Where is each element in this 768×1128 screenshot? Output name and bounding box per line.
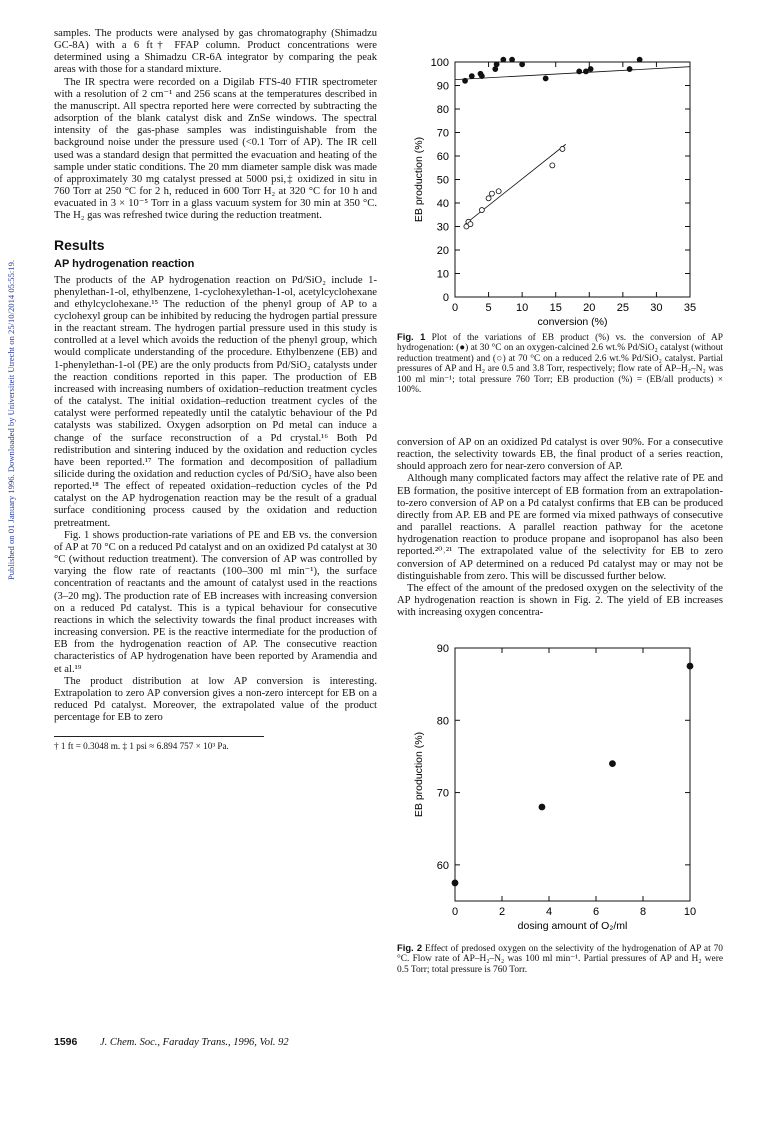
fit-line [455,67,690,80]
y-tick-label: 0 [442,292,449,304]
x-tick-label: 2 [498,906,506,918]
x-tick-label: 10 [683,906,697,918]
footnote-rule [54,736,264,737]
data-point-filled [627,67,632,72]
x-axis-label: conversion (%) [537,316,608,328]
x-tick-label: 0 [451,302,459,314]
x-tick-label: 4 [545,906,553,918]
paragraph: The effect of the amount of the predosed oxygen on the selectivity of the AP hydrogenation reaction is shown in Fig. 2. The yield of EB increases with increasing oxygen concentra- [397,582,723,619]
data-point-filled [577,69,582,74]
x-tick-label: 25 [616,302,629,314]
figure-2-caption [397,943,723,975]
y-tick-label: 10 [436,268,449,281]
data-point-filled [510,57,515,62]
figure-1-chart [400,52,724,328]
data-point-filled [539,804,545,810]
data-point-filled [637,57,642,62]
y-tick-label: 50 [436,174,449,187]
figure-2-chart [400,636,724,938]
data-point-filled [494,62,499,67]
figure-1-caption [397,332,723,395]
data-point-filled [609,761,615,767]
data-point-filled [479,74,484,79]
left-column [54,28,377,752]
x-tick-label: 0 [451,906,459,918]
paragraph: The IR spectra were recorded on a Digilab FTS-40 FTIR spectrometer with a resolution of 2 cm⁻¹ and 256 scans at the temperatures described in the manuscript. All spectra reported here were corrected by subtracting the adsorption of the blank catalyst disk and ZnSe windows. The spectral intensity of the gas-phase samples was indistinguishable from the background noise under the pressure used (<0.1 Torr of AP). The IR cell used was a standard design that permitted the evacuation and heating of the sample under static conditions. The 20 mm diameter sample disk was made of approximately 30 mg catalyst pressed at 5000 psi,‡ oxidized in situ in 760 Torr at 250 °C for 2 h, reduced in 600 Torr H₂ at 320 °C for 10 h and evacuated in 3 × 10⁻⁵ Torr in a glass vacuum system for 30 min at 350 °C. The H₂ gas was refreshed twice during the reduction treatment. [54,76,377,222]
x-tick-label: 8 [639,906,647,918]
y-axis-label: EB production (%) [413,136,425,223]
footnote: † 1 ft = 0.3048 m. ‡ 1 psi ≈ 6.894 757 × 10³ Pa. [54,741,229,752]
journal-citation: J. Chem. Soc., Faraday Trans., 1996, Vol. 92 [99,1037,289,1048]
figure-2-label: Fig. 2 [397,942,423,953]
paragraph: The product distribution at low AP conversion is interesting. Extrapolation to zero AP conversion gives a non-zero intercept for EB on a reduced Pd catalyst. Moreover, the extrapolated value of the product percentage for EB to zero [54,675,377,724]
data-point-filled [452,880,458,886]
y-tick-label: 90 [436,80,449,93]
data-point-filled [501,57,506,62]
figure-2-caption-text: Effect of predosed oxygen on the selectivity of the hydrogenation of AP at 70 °C. Flow rate of AP–H₂–N₂ was 100 ml min⁻¹. Partial pressures of AP and H₂ were 0.5 Torr; total pressure is 760 Torr. [397,944,723,975]
y-tick-label: 40 [436,198,449,210]
plot-frame [455,62,690,297]
y-axis-label: EB production (%) [413,731,425,818]
y-tick-label: 100 [430,57,449,69]
y-tick-label: 80 [436,715,449,728]
x-tick-label: 10 [516,302,529,314]
subsection-heading: AP hydrogenation reaction [54,257,195,270]
y-tick-label: 80 [436,104,449,116]
data-point-open [468,222,473,227]
x-tick-label: 5 [485,302,492,314]
data-point-open [550,163,555,168]
y-tick-label: 70 [436,127,449,140]
y-tick-label: 90 [436,643,449,655]
data-point-filled [543,76,548,81]
data-point-open [486,196,491,201]
data-point-open [496,189,501,194]
figure-1-caption-text: Plot of the variations of EB product (%) vs. the conversion of AP hydrogenation: (●) at 30 °C on an oxygen-calcined 2.6 wt.% Pd/SiO₂ catalyst (without reduction treatment) and (○) at 70 °C on a reduced 2.6 wt.% Pd/SiO₂ catalyst. Partial pressures of AP and H₂ are 0.5 and 3.8 Torr, respectively; flow rate of AP–H₂–N₂ was 100 ml min⁻¹; total pressure 760 Torr; EB production (%) = (EB/all products) × 100%. [397,333,723,396]
plot-frame [455,648,690,901]
download-sidebar [6,40,20,820]
section-heading: Results [54,236,105,253]
x-tick-label: 15 [549,302,562,314]
data-point-filled [469,74,474,79]
x-tick-label: 30 [650,302,663,314]
data-point-open [560,146,565,151]
page-footer [54,1036,289,1048]
y-tick-label: 20 [436,245,449,257]
data-point-filled [583,69,588,74]
y-tick-label: 30 [436,221,449,234]
data-point-open [479,208,484,213]
paragraph: The products of the AP hydrogenation reaction on Pd/SiO₂ include 1-phenylethan-1-ol, ethylbenzene, 1-cyclohexylethan-1-ol, acetylcyclohexane and ethylcyclohexane.¹⁵ The reduction of the phenyl group of AP to a cyclohexyl group can be inhibited by reducing the hydrogen partial pressure in the reactant stream. The hydrogen partial pressure used in this study is controlled at a level which avoids the reduction of the phenyl group, which would complicate understanding of the procedure. Ethylbenzene (EB) and 1-phenylethan-1-ol (PE) are the only products from Pd/SiO₂ catalysts under the reaction conditions reported in this paper. The production of EB increased with increasing numbers of oxidation–reduction treatment cycles of the catalyst. The initial oxidation–reduction treatment cycles of the catalyst were performed repeatedly until the catalytic behaviour of the Pd catalysts was stabilized. Oxygen adsorption on Pd metal can induce a change of the surface reconstruction of a Pd crystal.¹⁶ Both Pd redistribution and sintering induced by the oxidation and reduction cycles have been reported.¹⁷ The formation and decomposition of palladium silicide during the oxidation and reduction cycles of Pd/SiO₂ have also been reported.¹⁸ The effect of repeated oxidation–reduction cycles of the Pd catalyst on the AP hydrogenation reaction may be the result of a gradual surface conditioning process caused by the oxidation and reduction pretreatment. [54,274,378,529]
data-point-open [489,191,494,196]
data-point-filled [463,78,468,83]
right-column [397,437,723,619]
paragraph: conversion of AP on an oxidized Pd catalyst is over 90%. For a consecutive reaction, the selectivity towards EB, the final product of a series reaction, should approach zero for near-zero conversion of AP. [397,437,723,473]
y-tick-label: 60 [436,859,449,872]
x-tick-label: 6 [592,906,600,918]
data-point-filled [493,67,498,72]
y-tick-label: 60 [436,151,449,163]
x-tick-label: 20 [583,302,596,314]
paragraph: Fig. 1 shows production-rate variations of PE and EB vs. the conversion of AP at 70 °C on a reduced Pd catalyst and on an oxidized Pd catalyst at 30 °C (without reduction treatment). The conversion of AP was controlled by varying the flow rate of reactants (100–300 ml min⁻¹), the surface concentration of reactants and the amount of catalyst used in the reactions (3–20 mg). The production rate of EB increases with increasing conversion on a reduced Pd catalyst. This is a typical behaviour for consecutive reactions in which the selectivity towards the final product increases with increasing conversion. PE is the reactive intermediate for the production of EB from the hydrogenation reaction of AP. The consecutive reaction characteristics of AP hydrogenation have been reported by Aramendia and et al.¹⁹ [54,529,377,675]
sidebar-text: Published on 01 January 1996. Downloaded by Universiteit Utrecht on 25/10/2014 05:55:19. [6,259,16,581]
y-tick-label: 70 [436,787,449,800]
paragraph: samples. The products were analysed by gas chromatography (Shimadzu GC-8A) with a 6 ft† FFAP column. Product concentrations were determined using a Shimadzu CR-6A integrator by comparing the peak areas with those for a standard mixture. [54,28,377,76]
x-axis-label: dosing amount of O₂/ml [517,920,628,932]
paragraph: Although many complicated factors may affect the relative rate of PE and EB formation, the positive intercept of EB formation from an extrapolation-to-zero conversion of AP on a Pd catalyst confirms that EB can be produced directly from AP. EB and PE are formed via mixed pathways of consecutive and parallel reactions. A parallel reaction pathway for the acetone hydrogenation reaction to produce propane and isopropanol has also been reported.²⁰˒²¹ The extrapolated value of the selectivity for EB to zero conversion of AP determined on a reduced Pd catalyst may or may not be distinguishable from zero. This will be discussed further below. [397,473,723,582]
data-point-filled [687,663,693,669]
x-tick-label: 35 [683,302,697,314]
data-point-filled [588,67,593,72]
data-point-filled [520,62,525,67]
page-number: 1596 [54,1036,78,1048]
figure-1-label: Fig. 1 [397,331,426,342]
